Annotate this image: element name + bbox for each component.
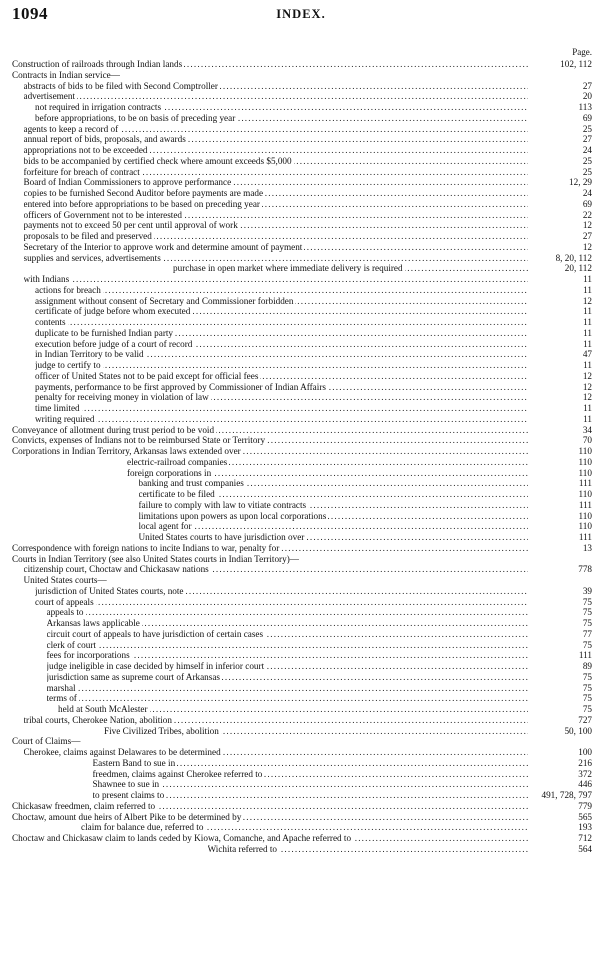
index-entry-leader [208,844,529,855]
index-entry [12,392,592,403]
index-entry [12,231,592,242]
index-entry-pages: 102, 112 [560,59,592,69]
index-entry-pages: 564 [578,843,592,854]
index-entry [12,177,592,188]
index-entry-pages: 100 [578,747,592,757]
index-entry [12,478,592,489]
index-entry [12,242,592,253]
index-entry-text: judge ineligible in case decided by himself in inferior court [46,661,265,671]
index-entry-leader [139,521,529,532]
index-entry [12,134,592,145]
index-entry-leader [24,156,529,167]
index-entry [12,715,592,726]
index-entry-leader [47,672,529,683]
index-entry-leader [47,683,529,694]
index-entry-leader [47,629,529,640]
index-entry [12,575,592,586]
index-entry-text: Conveyance of allotment during trust period to be void [12,424,215,435]
index-entry-leader [24,134,529,145]
index-entry-leader [12,543,528,554]
index-entry-leader [24,124,529,135]
index-entries [12,59,592,855]
index-entry-leader [24,564,529,575]
index-entry-pages: 11 [583,338,592,349]
index-entry [12,500,592,511]
index-entry-pages: 12 [582,392,592,403]
index-entry [12,511,592,522]
index-entry [12,736,592,747]
index-entry [12,156,592,167]
index-entry-leader [35,414,528,425]
index-entry-pages: 12 [582,220,592,231]
index-entry-leader [35,597,528,608]
index-entry-text: officer of United States not to be paid except for official fees [35,370,259,381]
index-entry-text: clerk of court [46,639,96,650]
index-entry-text: duplicate to be furnished Indian party [35,327,174,338]
index-entry-text: payments, performance to be first approved by Commissioner of Indian Affairs [35,381,326,392]
index-entry [12,747,592,758]
index-entry-leader [12,70,528,81]
index-entry-pages: 27 [582,231,592,241]
index-entry-text: citizenship court, Choctaw and Chickasaw nations [23,564,209,575]
index-entry-text: Cherokee, claims against Delawares to be determined [23,747,221,757]
index-entry-text: abstracts of bids to be filed with Second Comptroller [23,80,218,91]
index-entry-leader [58,704,528,715]
page-header [12,4,590,26]
index-entry-text: penalty for receiving money in violation of law [35,392,209,403]
page-number: 1094 [12,4,48,23]
index-entry-text: Wichita referred to [207,843,278,854]
index-entry-leader [24,575,529,586]
index-entry-pages: 75 [582,618,592,628]
index-entry-text: Courts in Indian Territory (see also United States courts in Indian Territory)— [12,553,299,564]
index-entry-pages: 12 [582,370,592,381]
index-entry-text: Construction of railroads through Indian lands [12,59,183,69]
index-entry [12,822,592,833]
index-entry-leader [35,102,528,113]
index-entry-leader [24,188,529,199]
index-entry-text: terms of [46,693,77,704]
index-entry-leader [12,446,528,457]
index-entry-leader [12,833,528,844]
index-entry-pages: 110 [578,489,592,499]
index-entry-text: entered into before appropriations to be based on preceding year [23,198,260,209]
index-entry-text: Shawnee to sue in [92,779,160,790]
index-entry-pages: 712 [578,833,592,843]
index-entry-text: freedmen, claims against Cherokee referred to [92,768,263,779]
index-entry [12,618,592,629]
index-entry [12,607,592,618]
index-entry-pages: 11 [583,360,592,370]
index-entry-pages: 27 [582,134,592,145]
index-entry-pages: 89 [582,661,592,671]
index-entry-leader [24,231,529,242]
index-entry-leader [24,91,529,102]
index-entry-text: Five Civilized Tribes, abolition [104,725,219,736]
index-entry-pages: 75 [582,596,592,607]
index-entry [12,683,592,694]
index-entry-text: assignment without consent of Secretary and Commissioner forbidden [35,295,294,306]
index-entry-pages: 34 [582,424,592,435]
index-entry-leader [35,371,528,382]
index-entry-text: Chickasaw freedmen, claim referred to [12,800,156,811]
index-entry-leader [139,532,529,543]
index-entry-pages: 75 [582,682,592,693]
index-entry-leader [24,220,529,231]
page-title: INDEX. [276,7,326,21]
index-entry [12,263,592,274]
index-entry [12,296,592,307]
index-entry-leader [12,812,528,823]
index-entry-pages: 111 [578,478,592,489]
index-entry-text: Convicts, expenses of Indians not to be reimbursed State or Territory [12,435,266,446]
index-entry-leader [12,425,528,436]
index-entry-leader [173,263,528,274]
index-entry-leader [35,339,528,350]
index-entry [12,382,592,393]
index-entry [12,446,592,457]
index-entry-pages: 47 [582,349,592,360]
page-column-label: Page. [572,47,592,57]
index-entry-text: Eastern Band to sue in [92,757,176,768]
index-entry-text: banking and trust companies [138,478,244,489]
index-entry-leader [24,199,529,210]
index-entry-leader [47,607,529,618]
index-entry-pages: 8, 20, 112 [555,252,592,263]
index-entry-pages: 25 [582,123,592,134]
index-entry-pages: 20, 112 [564,263,592,274]
index-entry [12,199,592,210]
index-entry-text: certificate to be filed [138,489,215,499]
index-entry-leader [12,554,528,565]
index-entry-leader [12,736,528,747]
index-entry-pages: 69 [582,198,592,209]
index-entry [12,726,592,737]
index-entry [12,425,592,436]
index-entry-text: United States courts to have jurisdiction over [138,532,305,542]
index-entry-text: officers of Government not to be interested [23,209,183,220]
index-entry-text: advertisement [23,91,76,102]
index-entry-text: appeals to [46,607,84,618]
index-entry [12,306,592,317]
index-entry [12,489,592,500]
index-entry-text: marshal [46,682,76,693]
index-entry-pages: 446 [578,779,592,790]
index-entry-text: execution before judge of a court of record [35,338,193,349]
index-entry-pages: 50, 100 [564,725,592,736]
index-entry-text: circuit court of appeals to have jurisdiction of certain cases [46,628,264,639]
index-entry-pages: 11 [583,327,592,338]
index-entry [12,521,592,532]
index-entry-pages: 20 [582,91,592,102]
index-entry-pages: 22 [582,209,592,220]
index-entry-text: claim for balance due, referred to [81,822,204,833]
index-entry-pages: 25 [582,166,592,177]
index-entry-leader [24,747,529,758]
index-entry-text: copies to be furnished Second Auditor before payments are made [23,188,264,198]
index-entry [12,188,592,199]
index-entry-leader [24,274,529,285]
index-entry-leader [139,489,529,500]
index-entry [12,167,592,178]
index-entry [12,360,592,371]
index-entry-text: judge to certify to [35,360,101,370]
index-entry-text: annual report of bids, proposals, and awards [23,134,186,145]
index-entry-pages: 12 [582,241,592,252]
index-entry-text: Secretary of the Interior to approve work and determine amount of payment [23,241,303,252]
index-entry-leader [24,167,529,178]
index-entry-leader [104,726,528,737]
index-entry-leader [35,360,528,371]
index-entry-pages: 75 [582,693,592,704]
index-entry-leader [35,113,528,124]
index-entry-pages: 12, 29 [569,177,592,188]
index-entry-pages: 75 [582,607,592,618]
index-entry-pages: 110 [578,446,592,456]
index-entry-pages: 491, 728, 797 [541,790,592,800]
index-entry-pages: 111 [578,650,592,661]
index-entry-pages: 70 [582,435,592,446]
index-entry-text: actions for breach [35,284,101,295]
index-entry-pages: 75 [582,639,592,650]
index-entry-leader [93,758,529,769]
index-entry-text: certificate of judge before whom executed [35,306,191,317]
index-entry [12,693,592,704]
index-entry [12,672,592,683]
index-entry-leader [35,328,528,339]
index-entry-leader [35,382,528,393]
index-entry-text: Contracts in Indian service— [12,69,120,80]
index-entry-pages: 727 [578,714,592,725]
index-entry-pages: 110 [578,521,592,532]
index-entry [12,769,592,780]
index-entry-pages: 779 [578,800,592,811]
index-entry-leader [47,640,529,651]
index-entry-leader [47,693,529,704]
index-entry-pages: 11 [583,413,592,424]
index-entry [12,371,592,382]
index-entry-pages: 193 [578,822,592,833]
index-entry-text: payments not to exceed 50 per cent until approval of work [23,220,238,231]
index-entry-leader [47,650,529,661]
index-entry-leader [12,59,528,70]
index-entry-text: fees for incorporations [46,650,130,661]
index-entry-leader [35,586,528,597]
index-entry-pages: 778 [578,564,592,575]
index-entry-leader [12,435,528,446]
index-entry-text: electric-railroad companies [127,456,228,467]
index-entry-pages: 12 [582,381,592,392]
index-entry-pages: 13 [582,542,592,553]
index-entry-leader [93,779,529,790]
index-entry-leader [24,81,529,92]
index-entry-text: bids to be accompanied by certified check where amount exceeds $5,000 [23,155,292,166]
index-entry-text: failure to comply with law to vitiate contracts [138,499,307,510]
index-entry-pages: 11 [583,317,592,327]
index-entry-leader [35,317,528,328]
index-entry-text: to present claims to [92,790,165,800]
index-entry-text: limitations upon powers as upon local corporations [138,510,327,521]
index-entry [12,564,592,575]
index-entry [12,597,592,608]
index-entry-text: jurisdiction same as supreme court of Arkansas [46,671,220,682]
index-entry-leader [24,253,529,264]
index-entry-pages: 565 [578,811,592,822]
index-entry-text: Correspondence with foreign nations to incite Indians to war, penalty for [12,542,280,553]
index-entry-leader [24,145,529,156]
index-entry-text: writing required [35,413,95,424]
index-entry-pages: 25 [582,155,592,166]
index-entry-text: Choctaw, amount due heirs of Albert Pike to be determined by [12,811,242,822]
index-entry-pages: 216 [578,757,592,768]
index-entry [12,532,592,543]
index-entry-leader [93,769,529,780]
index-entry-pages: 372 [578,768,592,779]
index-entry [12,543,592,554]
index-entry-pages: 12 [582,295,592,306]
index-entry-text: with Indians [23,274,70,284]
index-entry-pages: 110 [578,510,592,521]
index-entry [12,274,592,285]
index-entry-leader [127,457,528,468]
index-entry [12,113,592,124]
index-entry-leader [35,349,528,360]
index-entry-text: foreign corporations in [127,467,212,478]
index-entry [12,349,592,360]
index-entry-text: court of appeals [35,596,94,607]
index-entry-text: Choctaw and Chickasaw claim to lands ceded by Kiowa, Comanche, and Apache referred to [12,833,352,843]
index-entry [12,586,592,597]
index-entry [12,317,592,328]
index-entry-pages: 11 [583,284,592,295]
index-entry-text: proposals to be filed and preserved [23,231,152,241]
index-entry [12,833,592,844]
index-entry-text: contents [35,317,66,327]
index-entry-text: forfeiture for breach of contract [23,166,140,177]
index-entry [12,124,592,135]
index-entry-text: appropriations not to be exceeded [23,145,148,155]
index-entry-leader [35,403,528,414]
index-entry [12,102,592,113]
index-entry [12,253,592,264]
index-entry-text: Corporations in Indian Territory, Arkansas laws extended over [12,446,241,456]
index-entry-leader [35,306,528,317]
index-entry [12,435,592,446]
index-entry-leader [81,822,528,833]
index-entry-text: jurisdiction of United States courts, note [35,585,184,596]
index-entry-pages: 11 [583,403,592,413]
index-entry-pages: 39 [582,585,592,596]
index-entry-pages: 24 [582,188,592,198]
index-entry [12,704,592,715]
index-entry [12,554,592,565]
index-entry-text: in Indian Territory to be valid [35,349,144,360]
index-entry-leader [35,285,528,296]
index-entry [12,59,592,70]
index-entry-pages: 77 [582,628,592,639]
index-entry-leader [35,392,528,403]
index-entry-pages: 111 [578,532,592,542]
index-entry-leader [24,715,529,726]
index-entry-leader [24,177,529,188]
index-entry-text: United States courts— [23,575,107,585]
index-entry-pages: 110 [578,467,592,478]
index-entry-pages: 111 [578,499,592,510]
index-entry [12,339,592,350]
index-entry-leader [139,500,529,511]
index-entry-pages: 75 [582,704,592,714]
index-entry [12,70,592,81]
index-entry-text: supplies and services, advertisements [23,252,161,263]
index-entry [12,328,592,339]
index-entry-pages: 24 [582,145,592,155]
index-entry [12,779,592,790]
index-entry-text: time limited [35,403,80,413]
index-entry-text: tribal courts, Cherokee Nation, abolition [23,714,172,725]
index-entry-leader [139,478,529,489]
index-entry [12,220,592,231]
index-entry-leader [47,618,529,629]
index-entry-leader [139,511,529,522]
index-entry-leader [24,210,529,221]
index-entry-text: Board of Indian Commissioners to approve performance [23,177,232,188]
index-entry-text: local agent for [138,521,192,532]
index-entry [12,81,592,92]
index-entry [12,812,592,823]
index-entry [12,91,592,102]
index-entry-pages: 75 [582,671,592,682]
index-entry-leader [47,661,529,672]
index-entry [12,403,592,414]
index-entry-pages: 69 [582,112,592,123]
index-entry [12,457,592,468]
index-entry [12,285,592,296]
index-entry-text: not required in irrigation contracts [35,102,162,112]
index-entry-pages: 11 [583,274,592,284]
index-entry [12,661,592,672]
index-entry [12,650,592,661]
index-entry-leader [35,296,528,307]
index-entry [12,758,592,769]
index-entry-text: agents to keep a record of [23,123,119,134]
index-entry [12,468,592,479]
index-entry-pages: 110 [578,456,592,467]
index-entry-pages: 11 [583,306,592,317]
index-entry [12,629,592,640]
index-entry-leader [24,242,529,253]
index-entry [12,844,592,855]
index-entry [12,801,592,812]
index-entry-leader [93,790,529,801]
index-entry [12,640,592,651]
index-entry-pages: 27 [582,80,592,91]
index-entry [12,145,592,156]
index-entry-text: held at South McAlester [58,704,148,714]
index-entry [12,210,592,221]
index-entry [12,414,592,425]
index-entry-leader [12,801,528,812]
index-entry-text: Court of Claims— [12,736,81,747]
index-entry [12,790,592,801]
index-entry-pages: 113 [578,102,592,112]
index-entry-text: purchase in open market where immediate delivery is required [173,263,403,274]
index-entry-text: before appropriations, to be on basis of preceding year [35,112,236,123]
index-entry-text: Arkansas laws applicable [46,618,140,628]
index-entry-leader [127,468,528,479]
